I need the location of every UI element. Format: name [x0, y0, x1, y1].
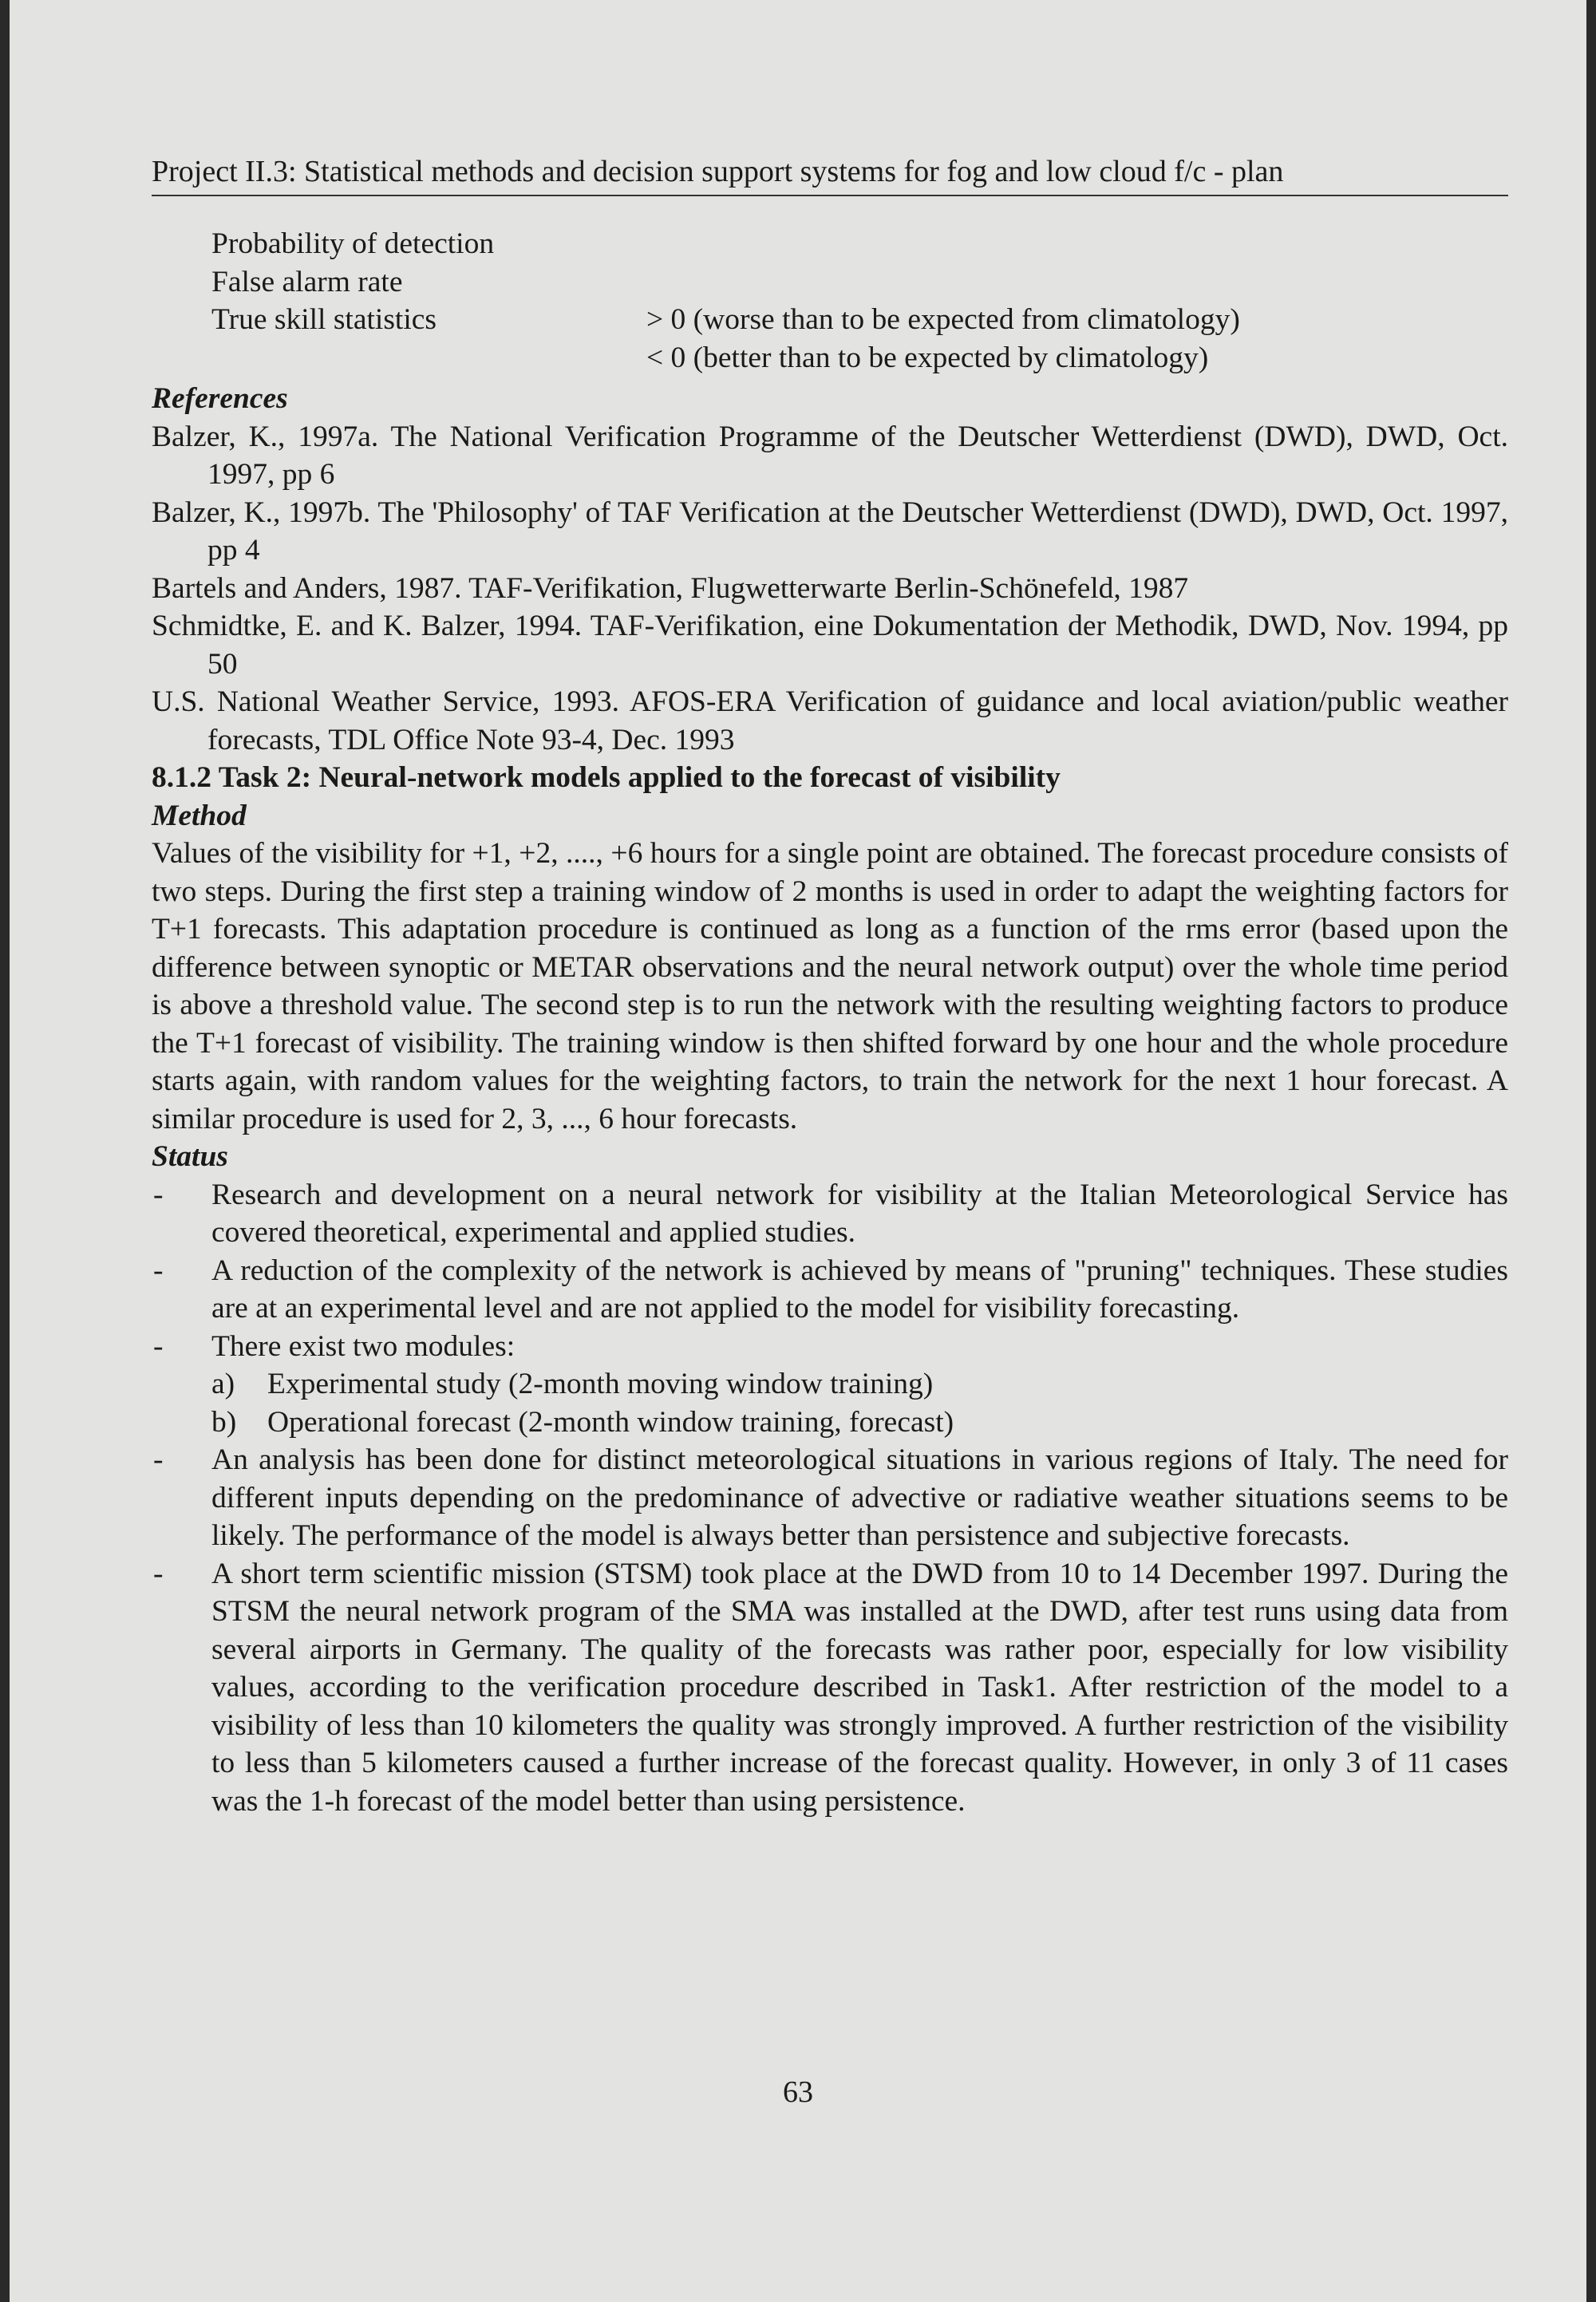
module-label: b)	[211, 1405, 237, 1439]
module-label: a)	[211, 1368, 235, 1400]
bullet-dash: -	[153, 1178, 164, 1211]
definition-row	[211, 339, 1508, 377]
status-bullet	[152, 1328, 1508, 1366]
module-item	[152, 1404, 1508, 1442]
definition-value: < 0 (better than to be expected by climatology)	[646, 341, 1209, 374]
status-bullet	[152, 1555, 1508, 1821]
bullet-text: There exist two modules:	[211, 1329, 516, 1363]
definition-term: True skill statistics	[211, 303, 437, 336]
method-heading: Method	[152, 799, 247, 832]
references-heading: References	[152, 382, 288, 415]
status-heading: Status	[152, 1140, 228, 1173]
definition-term: False alarm rate	[211, 265, 403, 298]
definition-row	[211, 263, 1508, 302]
definition-term: Probability of detection	[211, 227, 495, 260]
status-bullet	[152, 1441, 1508, 1555]
definition-value: > 0 (worse than to be expected from climatology)	[646, 303, 1240, 336]
bullet-text: An analysis has been done for distinct meteorological situations in various regions of Italy. The need for different inputs depending on the predominance of advective or radiative weather situations seems to be likely. The performance of the model is always better than persistence and subjective forecasts.	[211, 1443, 1508, 1552]
definition-row	[211, 301, 1508, 339]
page-body	[152, 225, 1508, 1820]
method-paragraph: Values of the visibility for +1, +2, ...., +6 hours for a single point are obtained. The forecast procedure consists of two steps. During the first step a training window of 2 months is used in order to adapt the weighting factors for T+1 forecasts. This adaptation procedure is continued as long as a function of the rms error (based upon the difference between synoptic or METAR observations and the neural network output) over the whole time period is above a threshold value. The second step is to run the network with the resulting weighting factors to produce the T+1 forecast of visibility. The training window is then shifted forward by one hour and the whole procedure starts again, with random values for the weighting factors, to train the network for the next 1 hour forecast. A similar procedure is used for 2, 3, ..., 6 hour forecasts.	[152, 837, 1508, 1135]
page-number: 63	[783, 2075, 813, 2109]
reference-item: Bartels and Anders, 1987. TAF-Verifikation, Flugwetterwarte Berlin-Schönefeld, 1987	[152, 571, 1189, 605]
reference-item: U.S. National Weather Service, 1993. AFOS-ERA Verification of guidance and local aviation/public weather forecasts, TDL Office Note 93-4, Dec. 1993	[152, 685, 1508, 756]
module-text: Experimental study (2-month moving window training)	[267, 1368, 934, 1400]
section-heading: 8.1.2 Task 2: Neural-network models applied to the forecast of visibility	[152, 761, 1061, 794]
reference-item: Schmidtke, E. and K. Balzer, 1994. TAF-Verifikation, eine Dokumentation der Methodik, DWD, Nov. 1994, pp 50	[152, 610, 1508, 681]
bullet-text: Research and development on a neural network for visibility at the Italian Meteorological Service has covered theoretical, experimental and applied studies.	[211, 1178, 1508, 1249]
bullet-dash: -	[153, 1329, 164, 1363]
definition-row	[211, 225, 1508, 263]
document-page	[10, 0, 1586, 2302]
bullet-text: A reduction of the complexity of the network is achieved by means of "pruning" techniques. These studies are at an experimental level and are not applied to the model for visibility forecasting.	[211, 1254, 1508, 1325]
module-text: Operational forecast (2-month window training, forecast)	[267, 1405, 954, 1439]
module-item	[152, 1365, 1508, 1404]
status-bullet	[152, 1252, 1508, 1328]
bullet-dash: -	[153, 1443, 164, 1476]
bullet-text: A short term scientific mission (STSM) took place at the DWD from 10 to 14 December 1997. During the STSM the neural network program of the SMA was installed at the DWD, after test runs using data from several airports in Germany. The quality of the forecasts was rather poor, especially for low visibility values, according to the verification procedure described in Task1. After restriction of the model to a visibility of less than 10 kilometers the quality was strongly improved. A further restriction of the visibility to less than 5 kilometers caused a further increase of the forecast quality. However, in only 3 of 11 cases was the 1-h forecast of the model better than using persistence.	[211, 1557, 1508, 1818]
bullet-dash: -	[153, 1557, 164, 1590]
bullet-dash: -	[153, 1254, 164, 1287]
reference-item: Balzer, K., 1997a. The National Verification Programme of the Deutscher Wetterdienst (DWD), DWD, Oct. 1997, pp 6	[152, 420, 1508, 491]
reference-item: Balzer, K., 1997b. The 'Philosophy' of TAF Verification at the Deutscher Wetterdienst (DWD), DWD, Oct. 1997, pp 4	[152, 496, 1508, 567]
running-header: Project II.3: Statistical methods and decision support systems for fog and low cloud f/c - plan	[152, 152, 1508, 196]
status-bullet	[152, 1176, 1508, 1252]
